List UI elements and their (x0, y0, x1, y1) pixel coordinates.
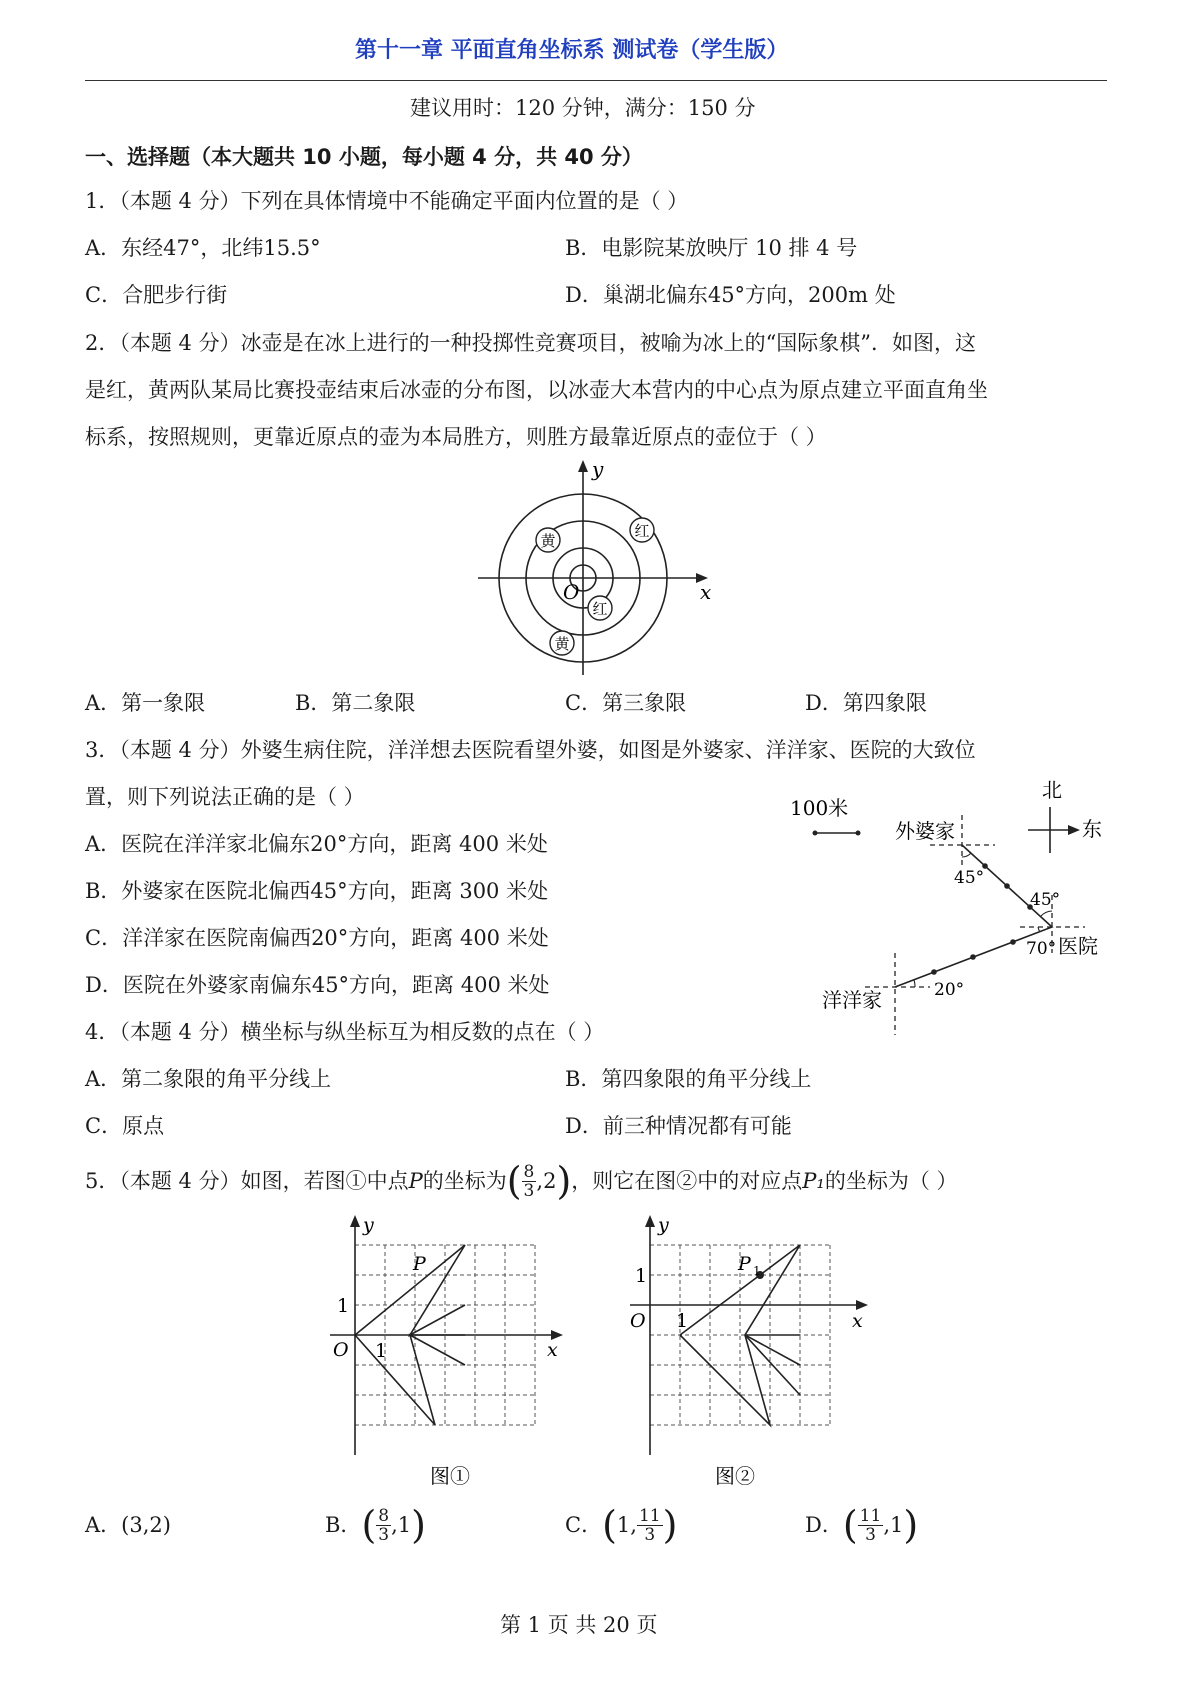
location-map-diagram (780, 775, 1110, 1035)
y-label: y (658, 1215, 669, 1236)
q5-option-b[interactable] (325, 1495, 426, 1555)
east-label: 东 (1082, 817, 1102, 841)
option-letter: A． (85, 1513, 122, 1537)
q2-option-a[interactable]: A．第一象限 (85, 691, 206, 715)
q5-stem-mid: 的坐标为 (422, 1169, 507, 1193)
route-dot (1010, 939, 1016, 945)
red-stone-2-label: 红 (592, 600, 608, 618)
fraction-numerator: 11 (859, 1505, 882, 1526)
paren-close: ) (411, 1503, 426, 1547)
origin-label: O (333, 1339, 349, 1361)
option-d-fraction (858, 1507, 884, 1544)
paren-close: ) (903, 1503, 919, 1547)
paren-close: ) (662, 1503, 678, 1547)
paren-open: ( (602, 1503, 617, 1547)
origin-label: O (563, 580, 580, 604)
q2-stem-line2: 是红，黄两队某局比赛投壶结束后冰壶的分布图，以冰壶大本营内的中心点为原点建立平面直角坐 (85, 378, 988, 402)
q1-option-d[interactable]: D．巢湖北偏东45°方向，200m 处 (565, 283, 896, 307)
compass-arrow-icon (1068, 825, 1080, 835)
angle-20-home: 20° (934, 980, 965, 1000)
y-arrow-icon (350, 1215, 360, 1227)
option-b-tail: ,1 (391, 1513, 412, 1537)
paren-open: ( (842, 1503, 858, 1547)
q3-option-d[interactable]: D．医院在外婆家南偏东45°方向，距离 400 米处 (85, 973, 550, 997)
option-b-fraction (376, 1507, 391, 1544)
x-unit-label: 1 (676, 1310, 689, 1332)
option-c-head: 1, (616, 1513, 637, 1537)
q3-option-a[interactable]: A．医院在洋洋家北偏东20°方向，距离 400 米处 (85, 832, 548, 856)
q5-option-d[interactable] (805, 1495, 918, 1555)
route-dot (970, 954, 976, 960)
arrow-shape-upper (355, 1245, 465, 1335)
figure-1-grid (325, 1215, 565, 1490)
page-title: 第十一章 平面直角坐标系 测试卷（学生版） (355, 38, 789, 63)
x-label: x (700, 580, 712, 604)
scale-bar-dot (856, 831, 861, 836)
q1-option-a[interactable]: A．东经47°，北纬15.5° (85, 236, 321, 260)
q2-option-d[interactable]: D．第四象限 (805, 691, 927, 715)
option-c-fraction (637, 1507, 663, 1544)
y-unit-label: 1 (635, 1265, 648, 1287)
angle-arc (962, 853, 971, 857)
q5-option-a[interactable] (85, 1495, 171, 1555)
angle-45-hospital: 45° (1030, 890, 1061, 910)
x-label: x (547, 1339, 558, 1361)
home-label: 洋洋家 (822, 988, 882, 1012)
fraction-denominator: 3 (378, 1524, 390, 1545)
fraction-denominator: 3 (644, 1524, 656, 1545)
fraction-numerator: 8 (378, 1505, 390, 1526)
q1-option-c[interactable]: C．合肥步行街 (85, 283, 228, 307)
scale-bar-dot (813, 831, 818, 836)
figure-1-caption: 图① (430, 1464, 470, 1488)
q3-stem-line1: 3．（本题 4 分）外婆生病住院，洋洋想去医院看望外婆，如图是外婆家、洋洋家、医院的大致位 (85, 738, 976, 762)
q5-stem-post: ，则它在图②中的对应点 (571, 1169, 803, 1193)
q3-option-c[interactable]: C．洋洋家在医院南偏西20°方向，距离 400 米处 (85, 926, 549, 950)
q4-option-c[interactable]: C．原点 (85, 1114, 165, 1138)
section-title: 一、选择题（本大题共 10 小题，每小题 4 分，共 40 分） (85, 145, 643, 169)
x-arrow-icon (856, 1300, 868, 1310)
route-path (895, 845, 1052, 987)
yellow-stone-1-label: 黄 (540, 532, 556, 550)
header-rule (85, 80, 1107, 81)
q1-stem: 1．（本题 4 分）下列在具体情境中不能确定平面内位置的是（ ） (85, 189, 689, 213)
paren-open: ( (506, 1159, 522, 1203)
arrow-shape-lower (355, 1335, 465, 1425)
point-p-label: P (413, 1253, 426, 1275)
q2-stem-line1: 2．（本题 4 分）冰壶是在冰上进行的一种投掷性竞赛项目，被喻为冰上的“国际象棋”．如图，这 (85, 331, 977, 355)
y-arrow-icon (645, 1215, 655, 1227)
option-d-tail: ,1 (883, 1513, 904, 1537)
grandma-label: 外婆家 (895, 819, 955, 843)
q5-point-p: P (408, 1169, 423, 1193)
q5-option-c[interactable] (565, 1495, 677, 1555)
angle-arc (1038, 927, 1040, 932)
north-label: 北 (1042, 778, 1062, 802)
y-unit-label: 1 (337, 1295, 350, 1317)
y-label: y (592, 460, 604, 481)
q4-stem: 4．（本题 4 分）横坐标与纵坐标互为相反数的点在（ ） (85, 1020, 605, 1044)
q3-option-b[interactable]: B．外婆家在医院北偏西45°方向，距离 300 米处 (85, 879, 549, 903)
fraction-numerator: 11 (638, 1505, 661, 1526)
q4-option-d[interactable]: D．前三种情况都有可能 (565, 1114, 792, 1138)
angle-arc (1041, 911, 1052, 916)
figure-2-grid (630, 1215, 870, 1490)
origin-label: O (630, 1310, 646, 1332)
option-a-value: (3,2) (121, 1513, 171, 1537)
figure-2-caption: 图② (715, 1464, 755, 1488)
q5-coord-fraction (522, 1163, 537, 1200)
time-info: 建议用时：120 分钟，满分：150 分 (410, 96, 756, 120)
q2-stem-line3: 标系，按照规则，更靠近原点的壶为本局胜方，则胜方最靠近原点的壶位于（ ） (85, 425, 827, 449)
curling-diagram (470, 460, 730, 675)
q5-point-p1: P₁ (802, 1169, 825, 1193)
x-label: x (852, 1310, 863, 1332)
red-stone-1-label: 红 (634, 522, 650, 540)
option-letter: C． (565, 1513, 603, 1537)
point-p1-label: P (738, 1253, 751, 1275)
q4-option-a[interactable]: A．第二象限的角平分线上 (85, 1067, 332, 1091)
option-letter: B． (325, 1513, 362, 1537)
paren-close: ) (556, 1159, 572, 1203)
hospital-label: 医院 (1058, 934, 1098, 958)
route-dot (1004, 883, 1010, 889)
point-p1-subscript: 1 (753, 1264, 761, 1278)
q5-stem: 5．（本题 4 分）如图，若图①中点 P 的坐标为 ( $\frac{8}{3}$ , 2 ) ，则它在图②中的对应点 P₁ 的坐标为（ ） (85, 1159, 958, 1203)
q5-coord-y: 2 (543, 1169, 557, 1193)
y-arrow-icon (578, 460, 588, 472)
angle-70-hospital: 70° (1026, 939, 1057, 959)
y-label: y (363, 1215, 374, 1236)
q2-option-c[interactable]: C．第三象限 (565, 691, 687, 715)
route-dot (931, 969, 937, 975)
option-letter: D． (805, 1513, 843, 1537)
q5-stem-end: 的坐标为（ ） (824, 1169, 958, 1193)
q3-stem-line2: 置，则下列说法正确的是（ ） (85, 785, 365, 809)
q5-stem-pre: 5．（本题 4 分）如图，若图①中点 (85, 1169, 409, 1193)
q2-option-b[interactable]: B．第二象限 (295, 691, 416, 715)
fraction-denominator: 3 (523, 1180, 535, 1201)
q1-option-b[interactable]: B．电影院某放映厅 10 排 4 号 (565, 236, 858, 260)
scale-label: 100米 (790, 796, 849, 820)
angle-arc (914, 980, 915, 987)
yellow-stone-2-label: 黄 (554, 635, 570, 653)
page-footer: 第 1 页 共 20 页 (500, 1613, 658, 1637)
x-unit-label: 1 (375, 1340, 388, 1362)
paren-open: ( (361, 1503, 377, 1547)
fraction-denominator: 3 (865, 1524, 876, 1545)
fraction-numerator: 8 (523, 1161, 535, 1182)
q4-option-b[interactable]: B．第四象限的角平分线上 (565, 1067, 812, 1091)
angle-45-grandma: 45° (954, 868, 985, 888)
